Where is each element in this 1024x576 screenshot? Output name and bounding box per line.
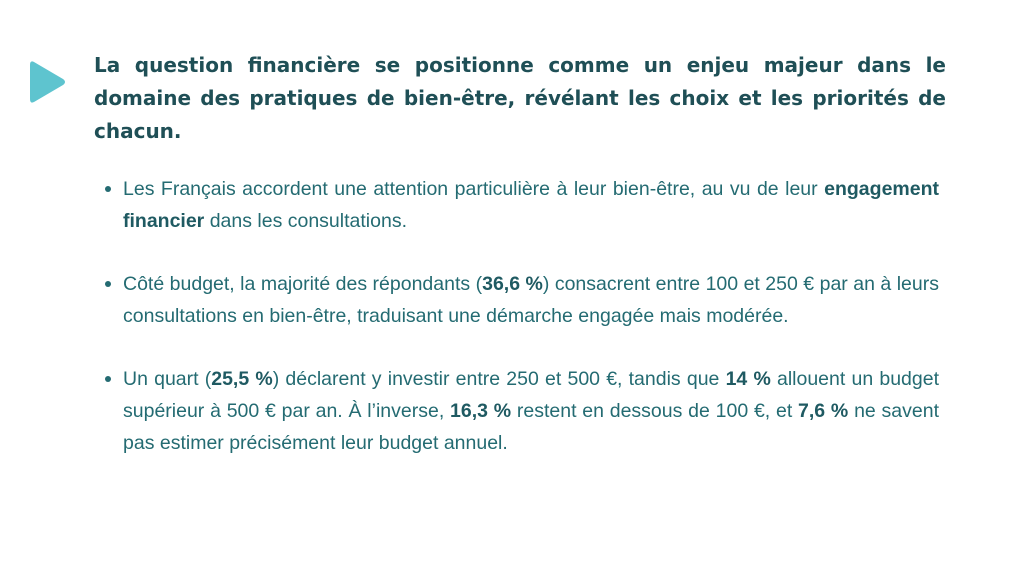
text-segment: Côté budget, la majorité des répondants ( xyxy=(123,273,483,295)
bullet-dot-icon xyxy=(105,376,111,382)
bullet-text xyxy=(123,178,939,232)
headline: La question financière se positionne comme un enjeu majeur dans le domaine des pratiques de bien-être, révélant les choix et les priorités de chacun. xyxy=(94,53,946,143)
text-segment: restent en dessous de 100 €, et xyxy=(511,400,799,422)
bullet-item xyxy=(105,173,939,237)
emphasis-text: engagement financier xyxy=(123,178,939,232)
emphasis-text: 7,6 % xyxy=(798,400,849,422)
bullet-text xyxy=(123,368,939,454)
text-segment: dans les consultations. xyxy=(204,210,407,232)
text-segment: ) déclarent y investir entre 250 et 500 €, tandis que xyxy=(272,368,726,390)
bullet-text xyxy=(123,273,939,327)
text-segment: allouent un budget supérieur à 500 € par an. À l’inverse, xyxy=(123,368,939,422)
emphasis-text: 25,5 % xyxy=(211,368,273,390)
play-triangle-icon xyxy=(28,58,68,106)
emphasis-text: 16,3 % xyxy=(450,400,512,422)
text-segment: Les Français accordent une attention particulière à leur bien-être, au vu de leur xyxy=(123,178,825,200)
emphasis-text: 14 % xyxy=(725,368,771,390)
text-segment: ) consacrent entre 100 et 250 € par an à leurs consultations en bien-être, traduisant une démarche engagée mais modérée. xyxy=(123,273,939,327)
emphasis-text: 36,6 % xyxy=(482,273,543,295)
bullet-item xyxy=(105,268,939,332)
text-segment: ne savent pas estimer précisément leur budget annuel. xyxy=(123,400,939,454)
bullet-dot-icon xyxy=(105,281,111,287)
text-segment: Un quart ( xyxy=(123,368,212,390)
bullet-item xyxy=(105,363,939,459)
bullet-list xyxy=(105,173,939,490)
bullet-dot-icon xyxy=(105,186,111,192)
